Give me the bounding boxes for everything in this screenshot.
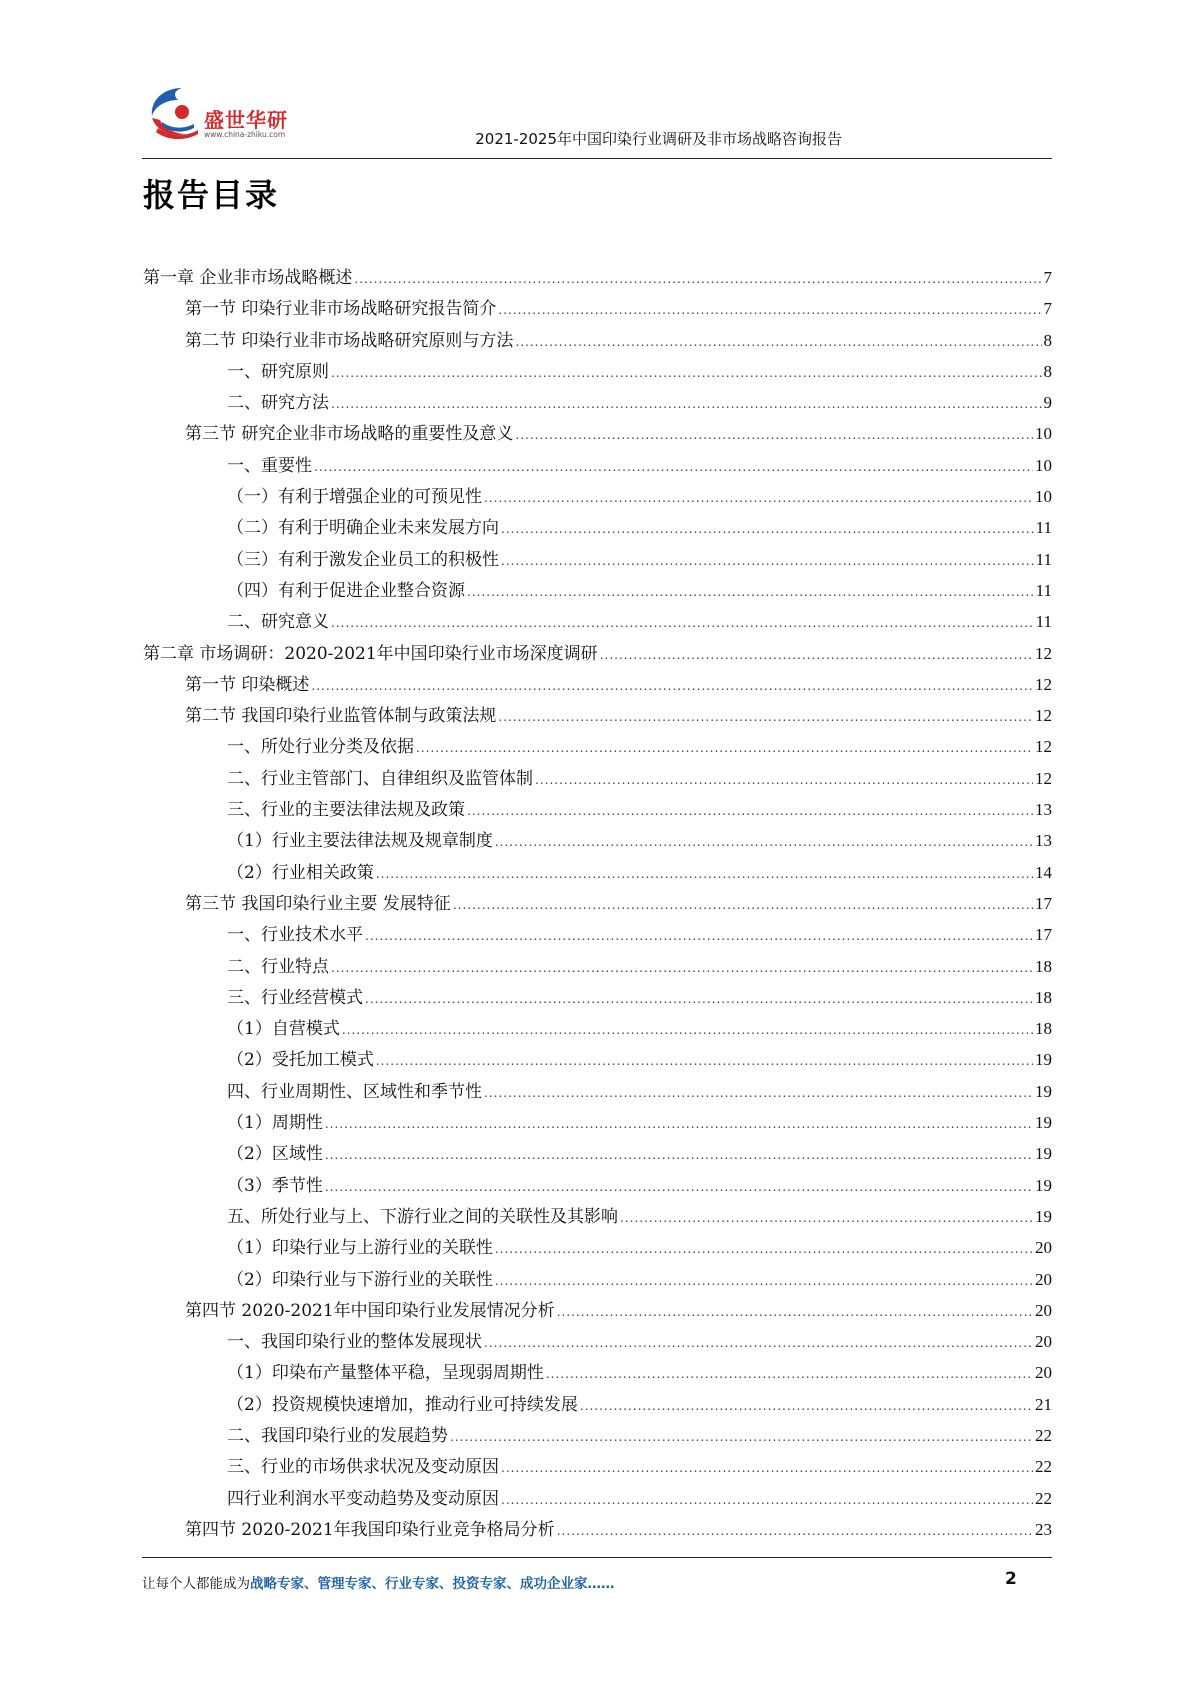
toc-entry-label: 三、行业的主要法律法规及政策 [227,800,465,821]
toc-entry[interactable] [143,638,1052,669]
toc-leader-dots [416,733,1033,764]
toc-entry-page: 22 [1035,1425,1052,1445]
toc-leader-dots [450,1422,1033,1453]
toc-entry-page: 21 [1035,1394,1052,1414]
toc-entry[interactable] [143,1420,1052,1451]
toc-entry-label: 二、研究意义 [227,612,329,633]
toc-entry-page: 22 [1035,1457,1052,1477]
table-of-contents [143,262,1052,1545]
toc-entry[interactable] [143,888,1052,919]
toc-entry[interactable] [143,418,1052,449]
toc-entry[interactable] [143,919,1052,950]
toc-entry-page: 19 [1035,1050,1052,1070]
toc-entry-label: （三）有利于激发企业员工的积极性 [227,549,499,570]
toc-leader-dots [376,859,1033,890]
toc-leader-dots [467,796,1033,827]
toc-leader-dots [342,1015,1033,1046]
toc-entry-label: 三、行业的市场供求状况及变动原因 [227,1457,499,1478]
toc-leader-dots [580,1391,1033,1422]
toc-entry-page: 14 [1035,862,1052,882]
toc-entry[interactable] [143,825,1052,856]
toc-entry-page: 18 [1035,956,1052,976]
footer-slogan-prefix: 让每个人都能成为 [142,1576,250,1592]
toc-entry-page: 11 [1035,580,1052,600]
toc-entry-label: 一、所处行业分类及依据 [227,737,414,758]
toc-entry-label: 一、重要性 [227,455,312,476]
toc-entry[interactable] [143,731,1052,762]
toc-leader-dots [484,483,1033,514]
toc-entry-page: 9 [1043,393,1052,413]
toc-entry[interactable] [143,293,1052,324]
footer-divider [142,1557,1052,1558]
toc-entry[interactable] [143,1295,1052,1326]
toc-entry-page: 8 [1043,361,1052,381]
toc-entry-label: （2）印染行业与下游行业的关联性 [227,1269,493,1290]
toc-entry[interactable] [143,512,1052,543]
toc-entry[interactable] [143,1013,1052,1044]
footer-slogan-highlight: 战略专家、管理专家、行业专家、投资专家、成功企业家…… [250,1576,615,1592]
toc-entry-label: 三、行业经营模式 [227,987,363,1008]
page-title: 报告目录 [143,176,280,214]
toc-leader-dots [535,765,1033,796]
toc-entry-label: 二、我国印染行业的发展趋势 [227,1425,448,1446]
toc-leader-dots [354,264,1041,295]
toc-leader-dots [515,420,1033,451]
toc-entry[interactable] [143,450,1052,481]
toc-entry-label: 五、所处行业与上、下游行业之间的关联性及其影响 [227,1206,618,1227]
toc-entry-page: 8 [1043,330,1052,350]
toc-leader-dots [501,546,1034,577]
toc-leader-dots [501,514,1034,545]
page-number: 2 [1005,1569,1017,1589]
toc-entry-page: 20 [1035,1238,1052,1258]
toc-entry[interactable] [143,1389,1052,1420]
toc-leader-dots [484,1078,1033,1109]
toc-leader-dots [501,1485,1033,1516]
toc-leader-dots [498,295,1041,326]
toc-entry[interactable] [143,763,1052,794]
footer-slogan [142,1572,615,1592]
toc-entry-label: 二、行业特点 [227,956,329,977]
toc-entry[interactable] [143,700,1052,731]
toc-entry-label: （2）受托加工模式 [227,1050,374,1071]
toc-entry-page: 19 [1035,1144,1052,1164]
toc-entry-label: （四）有利于促进企业整合资源 [227,580,465,601]
toc-entry[interactable] [143,982,1052,1013]
toc-entry-page: 19 [1035,1206,1052,1226]
toc-leader-dots [325,1140,1033,1171]
logo-url: www.china-zhiku.com [204,130,286,139]
toc-entry[interactable] [143,481,1052,512]
logo-emblem-icon [142,84,202,146]
toc-leader-dots [331,358,1042,389]
toc-entry[interactable] [143,356,1052,387]
toc-leader-dots [484,1328,1033,1359]
toc-entry[interactable] [143,1326,1052,1357]
toc-entry-page: 20 [1035,1269,1052,1289]
toc-leader-dots [365,984,1033,1015]
toc-entry-label: （1）印染行业与上游行业的关联性 [227,1238,493,1259]
page-header [142,78,1052,159]
toc-entry-label: （1）周期性 [227,1113,323,1134]
toc-entry-page: 10 [1035,487,1052,507]
toc-entry[interactable] [143,544,1052,575]
logo-name: 盛世华研 [204,108,288,132]
toc-leader-dots [501,1453,1033,1484]
toc-leader-dots [557,1297,1033,1328]
toc-entry-page: 13 [1035,800,1052,820]
toc-entry-page: 19 [1035,1081,1052,1101]
toc-entry-page: 12 [1035,768,1052,788]
toc-entry-label: 第三节 我国印染行业主要 发展特征 [185,893,451,914]
toc-leader-dots [600,640,1033,671]
toc-entry[interactable] [143,1483,1052,1514]
toc-entry-label: （2）行业相关政策 [227,862,374,883]
report-title: 2021-2025年中国印染行业调研及非市场战略咨询报告 [475,130,842,148]
toc-leader-dots [331,389,1042,420]
toc-entry-page: 12 [1035,643,1052,663]
toc-entry-page: 18 [1035,987,1052,1007]
toc-entry-label: （3）季节性 [227,1175,323,1196]
toc-entry[interactable] [143,606,1052,637]
toc-entry[interactable] [143,575,1052,606]
toc-entry-page: 11 [1035,518,1052,538]
toc-entry-label: 第四节 2020-2021年中国印染行业发展情况分析 [185,1300,555,1321]
toc-entry-page: 11 [1035,549,1052,569]
toc-entry-page: 10 [1035,424,1052,444]
toc-leader-dots [311,671,1033,702]
toc-leader-dots [515,327,1041,358]
toc-entry-page: 22 [1035,1488,1052,1508]
toc-entry-page: 12 [1035,706,1052,726]
toc-entry[interactable] [143,1451,1052,1482]
toc-entry-page: 17 [1035,925,1052,945]
toc-entry[interactable] [143,325,1052,356]
toc-leader-dots [325,1109,1033,1140]
toc-entry-page: 17 [1035,893,1052,913]
toc-entry-label: （2）投资规模快速增加，推动行业可持续发展 [227,1394,578,1415]
toc-entry-label: （1）自营模式 [227,1019,340,1040]
toc-entry-label: 第一节 印染概述 [185,674,310,695]
toc-leader-dots [376,1046,1033,1077]
toc-leader-dots [325,1172,1033,1203]
toc-leader-dots [467,577,1034,608]
toc-entry[interactable] [143,387,1052,418]
toc-entry-label: （1）印染布产量整体平稳，呈现弱周期性 [227,1363,544,1384]
toc-entry[interactable] [143,1201,1052,1232]
toc-entry-page: 20 [1035,1332,1052,1352]
toc-entry-page: 11 [1035,612,1052,632]
toc-entry-page: 7 [1043,268,1052,287]
toc-entry-label: 第一章 企业非市场战略概述 [143,268,353,288]
toc-entry[interactable] [143,1170,1052,1201]
toc-entry[interactable] [143,1232,1052,1263]
toc-leader-dots [495,1234,1033,1265]
toc-entry-label: （二）有利于明确企业未来发展方向 [227,518,499,539]
toc-entry[interactable] [143,1107,1052,1138]
toc-entry[interactable] [143,1357,1052,1388]
toc-entry-label: （1）行业主要法律法规及规章制度 [227,831,493,852]
toc-entry-label: （一）有利于增强企业的可预见性 [227,487,482,508]
toc-entry[interactable] [143,1076,1052,1107]
toc-leader-dots [495,1266,1033,1297]
company-logo [142,78,342,152]
toc-leader-dots [498,702,1033,733]
toc-entry-page: 18 [1035,1019,1052,1039]
toc-entry-label: 一、行业技术水平 [227,925,363,946]
toc-entry-label: 一、我国印染行业的整体发展现状 [227,1332,482,1353]
toc-entry-page: 23 [1035,1519,1052,1539]
toc-leader-dots [331,608,1034,639]
toc-entry[interactable] [143,857,1052,888]
toc-entry-label: 四、行业周期性、区域性和季节性 [227,1081,482,1102]
toc-leader-dots [453,890,1033,921]
toc-entry[interactable] [143,1514,1052,1545]
toc-entry-page: 12 [1035,674,1052,694]
toc-entry[interactable] [143,262,1052,293]
toc-entry[interactable] [143,1138,1052,1169]
toc-entry-label: 二、行业主管部门、自律组织及监管体制 [227,768,533,789]
toc-entry-label: 二、研究方法 [227,393,329,414]
toc-entry-label: （2）区域性 [227,1144,323,1165]
toc-entry-label: 一、研究原则 [227,361,329,382]
toc-entry-page: 19 [1035,1113,1052,1133]
toc-entry-page: 19 [1035,1175,1052,1195]
toc-entry-page: 20 [1035,1300,1052,1320]
toc-leader-dots [495,827,1033,858]
toc-entry-page: 13 [1035,831,1052,851]
toc-leader-dots [620,1203,1033,1234]
toc-entry-page: 12 [1035,737,1052,757]
toc-entry[interactable] [143,794,1052,825]
toc-entry-label: 第二节 我国印染行业监管体制与政策法规 [185,706,497,727]
toc-leader-dots [546,1359,1033,1390]
toc-leader-dots [314,452,1033,483]
toc-entry[interactable] [143,1044,1052,1075]
toc-entry-page: 10 [1035,455,1052,475]
toc-entry-label: 四行业利润水平变动趋势及变动原因 [227,1488,499,1509]
toc-entry-label: 第一节 印染行业非市场战略研究报告简介 [185,299,497,320]
toc-entry-label: 第三节 研究企业非市场战略的重要性及意义 [185,424,514,445]
toc-entry-page: 7 [1043,299,1052,319]
toc-leader-dots [557,1516,1033,1547]
toc-entry[interactable] [143,1264,1052,1295]
toc-entry[interactable] [143,951,1052,982]
toc-entry-label: 第二节 印染行业非市场战略研究原则与方法 [185,330,514,351]
toc-entry-label: 第四节 2020-2021年我国印染行业竞争格局分析 [185,1519,555,1540]
toc-leader-dots [331,953,1033,984]
toc-entry-label: 第二章 市场调研：2020-2021年中国印染行业市场深度调研 [143,643,598,664]
toc-leader-dots [365,921,1033,952]
toc-entry[interactable] [143,669,1052,700]
toc-entry-page: 20 [1035,1363,1052,1383]
